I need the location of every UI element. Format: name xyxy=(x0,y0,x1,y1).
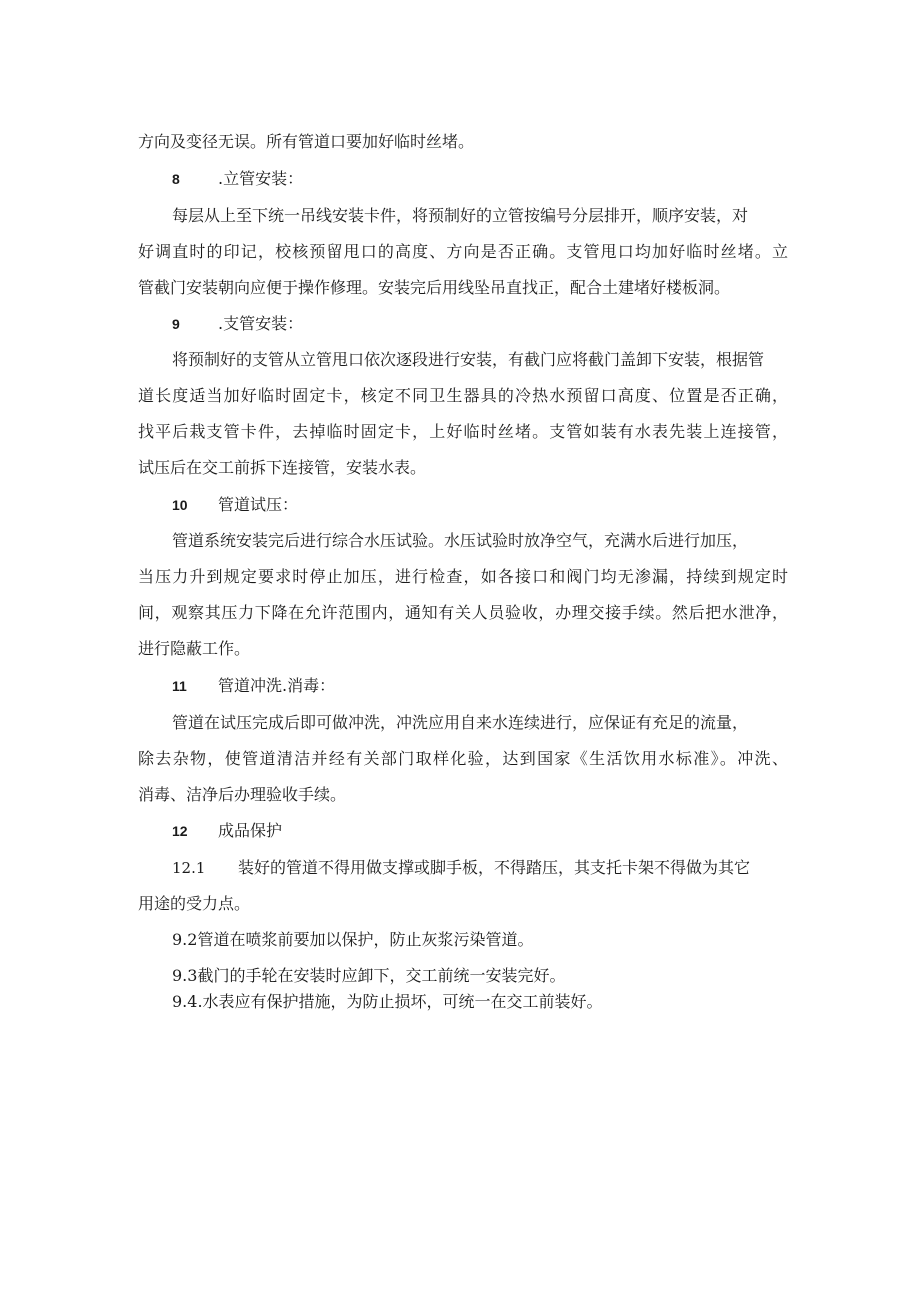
section-number: 10 xyxy=(172,497,188,513)
list-item: 9.4.水表应有保护措施，为防止损坏，可统一在交工前装好。 xyxy=(172,992,603,1011)
paragraph-line: 试压后在交工前拆下连接管，安装水表。 xyxy=(138,458,427,477)
section-number: 12 xyxy=(172,823,188,839)
section-heading-11 xyxy=(172,676,335,696)
section-heading-8 xyxy=(172,169,303,189)
paragraph-line: 消毒、洁净后办理验收手续。 xyxy=(138,785,347,804)
section-number: 8 xyxy=(172,171,180,187)
section-number: 11 xyxy=(172,678,187,694)
subsection-12-1 xyxy=(172,858,750,878)
paragraph-line: 找平后栽支管卡件，去掉临时固定卡，上好临时丝堵。支管如装有水表先装上连接管， xyxy=(138,422,788,441)
paragraph-line: 除去杂物，使管道清洁并经有关部门取样化验，达到国家《生活饮用水标准》。冲洗、 xyxy=(138,749,788,768)
paragraph-line: 道长度适当加好临时固定卡，核定不同卫生器具的冷热水预留口高度、位置是否正确， xyxy=(138,386,788,405)
section-title: .支管安装： xyxy=(218,314,304,333)
section-title: .立管安装： xyxy=(218,169,304,188)
section-heading-10 xyxy=(172,495,298,515)
list-item: 9.2管道在喷浆前要加以保护，防止灰浆污染管道。 xyxy=(172,930,534,949)
paragraph-line: 管截门安装朝向应便于操作修理。安装完后用线坠吊直找正，配合土建堵好楼板洞。 xyxy=(138,278,731,297)
subsection-text: 装好的管道不得用做支撑或脚手板，不得踏压，其支托卡架不得做为其它 xyxy=(238,858,751,877)
section-heading-9 xyxy=(172,314,303,334)
section-number: 9 xyxy=(172,316,180,332)
section-heading-12 xyxy=(172,821,282,841)
paragraph-line: 当压力升到规定要求时停止加压，进行检查，如各接口和阀门均无渗漏，持续到规定时 xyxy=(138,567,788,586)
paragraph-line: 用途的受力点。 xyxy=(138,894,251,913)
paragraph-line: 进行隐蔽工作。 xyxy=(138,639,251,658)
paragraph-line: 间，观察其压力下降在允许范围内，通知有关人员验收，办理交接手续。然后把水泄净， xyxy=(138,603,788,622)
paragraph-line: 每层从上至下统一吊线安装卡件，将预制好的立管按编号分层排开，顺序安装，对 xyxy=(172,206,749,225)
paragraph-line: 管道系统安装完后进行综合水压试验。水压试验时放净空气，充满水后进行加压， xyxy=(172,531,749,550)
paragraph-line: 方向及变径无误。所有管道口要加好临时丝堵。 xyxy=(138,132,475,151)
subsection-number: 12.1 xyxy=(172,859,206,877)
paragraph-line: 将预制好的支管从立管甩口依次逐段进行安装，有截门应将截门盖卸下安装，根据管 xyxy=(172,350,765,369)
section-title: 管道冲洗.消毒： xyxy=(218,676,336,695)
paragraph-line: 好调直时的印记，校核预留甩口的高度、方向是否正确。支管甩口均加好临时丝堵。立 xyxy=(138,242,788,261)
section-title: 管道试压： xyxy=(218,495,299,514)
section-title: 成品保护 xyxy=(218,821,283,840)
paragraph-line: 管道在试压完成后即可做冲洗，冲洗应用自来水连续进行，应保证有充足的流量， xyxy=(172,713,749,732)
list-item: 9.3截门的手轮在安装时应卸下，交工前统一安装完好。 xyxy=(172,966,566,985)
